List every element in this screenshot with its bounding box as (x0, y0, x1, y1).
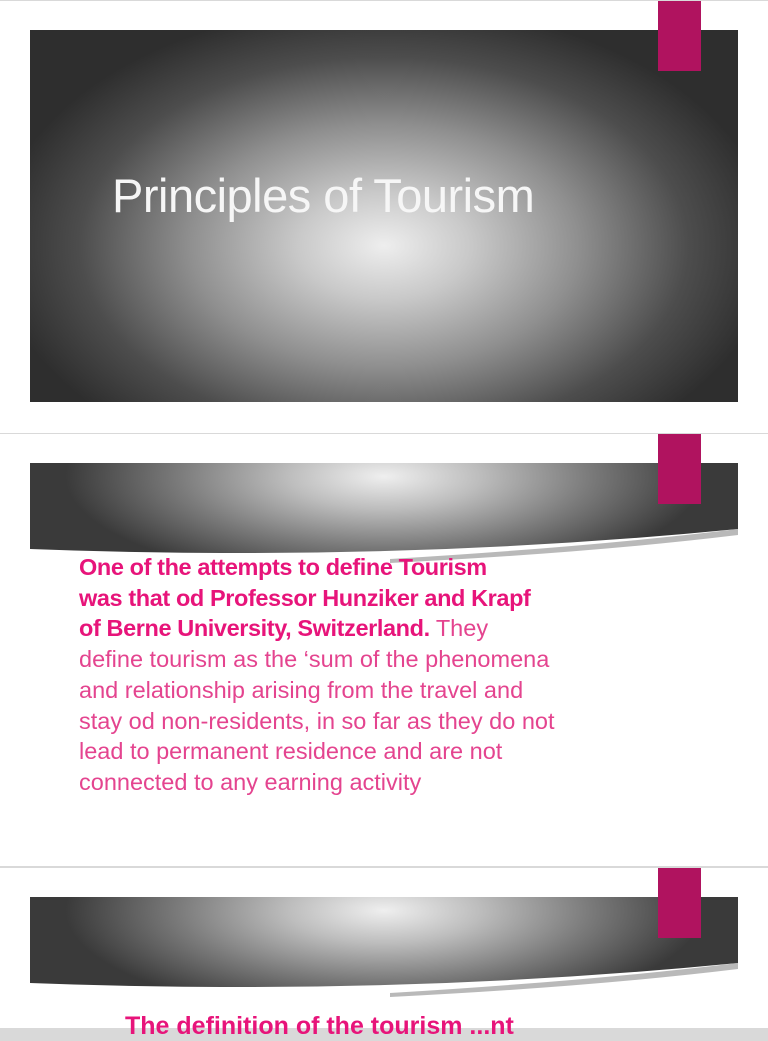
accent-tab (658, 868, 701, 938)
accent-tab (658, 1, 701, 71)
bold-line-1: One of the attempts to define Tourism (79, 554, 487, 580)
slide-2 (0, 434, 768, 866)
body-line-1: define tourism as the ‘sum of the phenomena (79, 646, 550, 673)
header-curve (30, 897, 738, 987)
bold-line-3: of Berne University, Switzerland. (79, 615, 430, 642)
mixed-line (79, 613, 639, 644)
inline-tail: They (429, 615, 489, 642)
body-line-5: connected to any earning activity (79, 768, 422, 795)
bold-line-2: was that od Professor Hunziker and Krapf (79, 584, 531, 611)
slide-title: Principles of Tourism (112, 169, 535, 222)
title-background (30, 30, 738, 402)
slide-3-heading: The definition of the tourism ...nt (125, 1012, 514, 1040)
slide-3 (0, 868, 768, 1040)
body-line-4: lead to permanent residence and are not (79, 738, 503, 765)
header-band (30, 463, 738, 553)
header-band (30, 897, 738, 987)
slide-1 (0, 1, 768, 433)
body-line-3: stay od non-residents, in so far as they do not (79, 707, 555, 734)
accent-tab (658, 434, 701, 504)
definition-paragraph (79, 552, 639, 798)
header-curve (30, 463, 738, 553)
body-line-2: and relationship arising from the travel and (79, 676, 524, 703)
